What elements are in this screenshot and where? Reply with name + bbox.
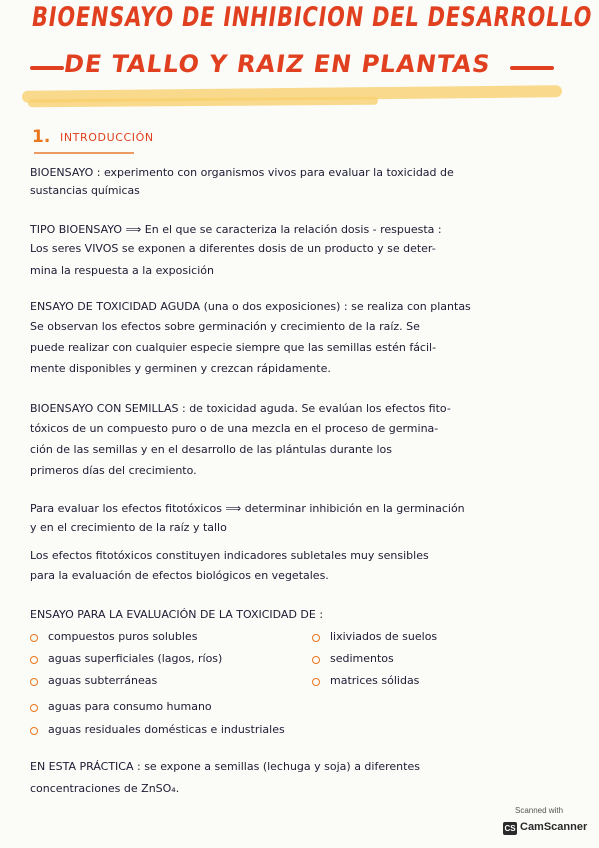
bullet-icon — [312, 678, 320, 686]
body-line: Los efectos fitotóxicos constituyen indicadores subletales muy sensibles — [30, 549, 429, 562]
title-highlight-lower — [28, 97, 378, 107]
bullet-item: aguas residuales domésticas e industriales — [48, 723, 285, 736]
body-line: primeros días del crecimiento. — [30, 464, 197, 477]
title-dash-left — [30, 66, 64, 70]
bullet-icon — [30, 634, 38, 642]
body-line: y en el crecimiento de la raíz y tallo — [30, 521, 227, 534]
bullet-item: aguas superficiales (lagos, ríos) — [48, 652, 223, 665]
body-line: ción de las semillas y en el desarrollo de las plántulas durante los — [30, 443, 393, 456]
watermark-brand: CamScanner — [520, 821, 588, 833]
watermark-caption: Scanned with — [515, 806, 564, 815]
bullet-icon — [312, 656, 320, 664]
bullet-item: lixiviados de suelos — [330, 630, 438, 643]
bullet-icon — [312, 634, 320, 642]
camscanner-logo-icon: CS — [504, 824, 516, 833]
section-number: 1. — [32, 127, 51, 147]
body-line: mente disponibles y germinen y crezcan rápidamente. — [30, 362, 331, 375]
body-line: puede realizar con cualquier especie siempre que las semillas estén fácil- — [30, 341, 437, 354]
body-line: Los seres VIVOS se exponen a diferentes dosis de un producto y se deter- — [30, 242, 436, 255]
page-title-line-2: DE TALLO Y RAIZ EN PLANTAS — [62, 50, 493, 78]
section-title: INTRODUCCIÓN — [60, 131, 154, 144]
bullet-icon — [30, 656, 38, 664]
body-line: tóxicos de un compuesto puro o de una mezcla en el proceso de germina- — [30, 422, 439, 435]
body-line: mina la respuesta a la exposición — [30, 264, 214, 277]
page-title-line-1: BIOENSAYO DE INHIBICION DEL DESARROLLO — [29, 2, 595, 33]
camscanner-watermark — [501, 806, 587, 840]
bullet-icon — [30, 727, 38, 735]
bullet-item: aguas subterráneas — [48, 674, 158, 687]
body-line: BIOENSAYO : experimento con organismos vivos para evaluar la toxicidad de — [30, 166, 454, 179]
body-line: BIOENSAYO CON SEMILLAS : de toxicidad aguda. Se evalúan los efectos fito- — [30, 402, 451, 415]
title-dash-right — [510, 66, 554, 70]
body-line: Para evaluar los efectos fitotóxicos ⟹ determinar inhibición en la germinación — [30, 502, 465, 515]
closing-line: concentraciones de ZnSO₄. — [30, 782, 180, 795]
body-line: Se observan los efectos sobre germinación y crecimiento de la raíz. Se — [30, 320, 420, 333]
bullet-item: aguas para consumo humano — [48, 700, 212, 713]
body-line: sustancias químicas — [30, 184, 140, 197]
bullet-item: matrices sólidas — [330, 674, 420, 687]
closing-line: EN ESTA PRÁCTICA : se expone a semillas (lechuga y soja) a diferentes — [30, 760, 420, 773]
body-line: ENSAYO DE TOXICIDAD AGUDA (una o dos exposiciones) : se realiza con plantas — [30, 300, 471, 313]
body-line: TIPO BIOENSAYO ⟹ En el que se caracteriza la relación dosis - respuesta : — [30, 223, 442, 236]
body-line: para la evaluación de efectos biológicos en vegetales. — [30, 569, 329, 582]
bullet-icon — [30, 678, 38, 686]
bullet-item: compuestos puros solubles — [48, 630, 198, 643]
body-line: ENSAYO PARA LA EVALUACIÓN DE LA TOXICIDAD DE : — [30, 608, 324, 621]
bullet-item: sedimentos — [330, 652, 394, 665]
section-underline — [34, 152, 134, 154]
bullet-icon — [30, 704, 38, 712]
